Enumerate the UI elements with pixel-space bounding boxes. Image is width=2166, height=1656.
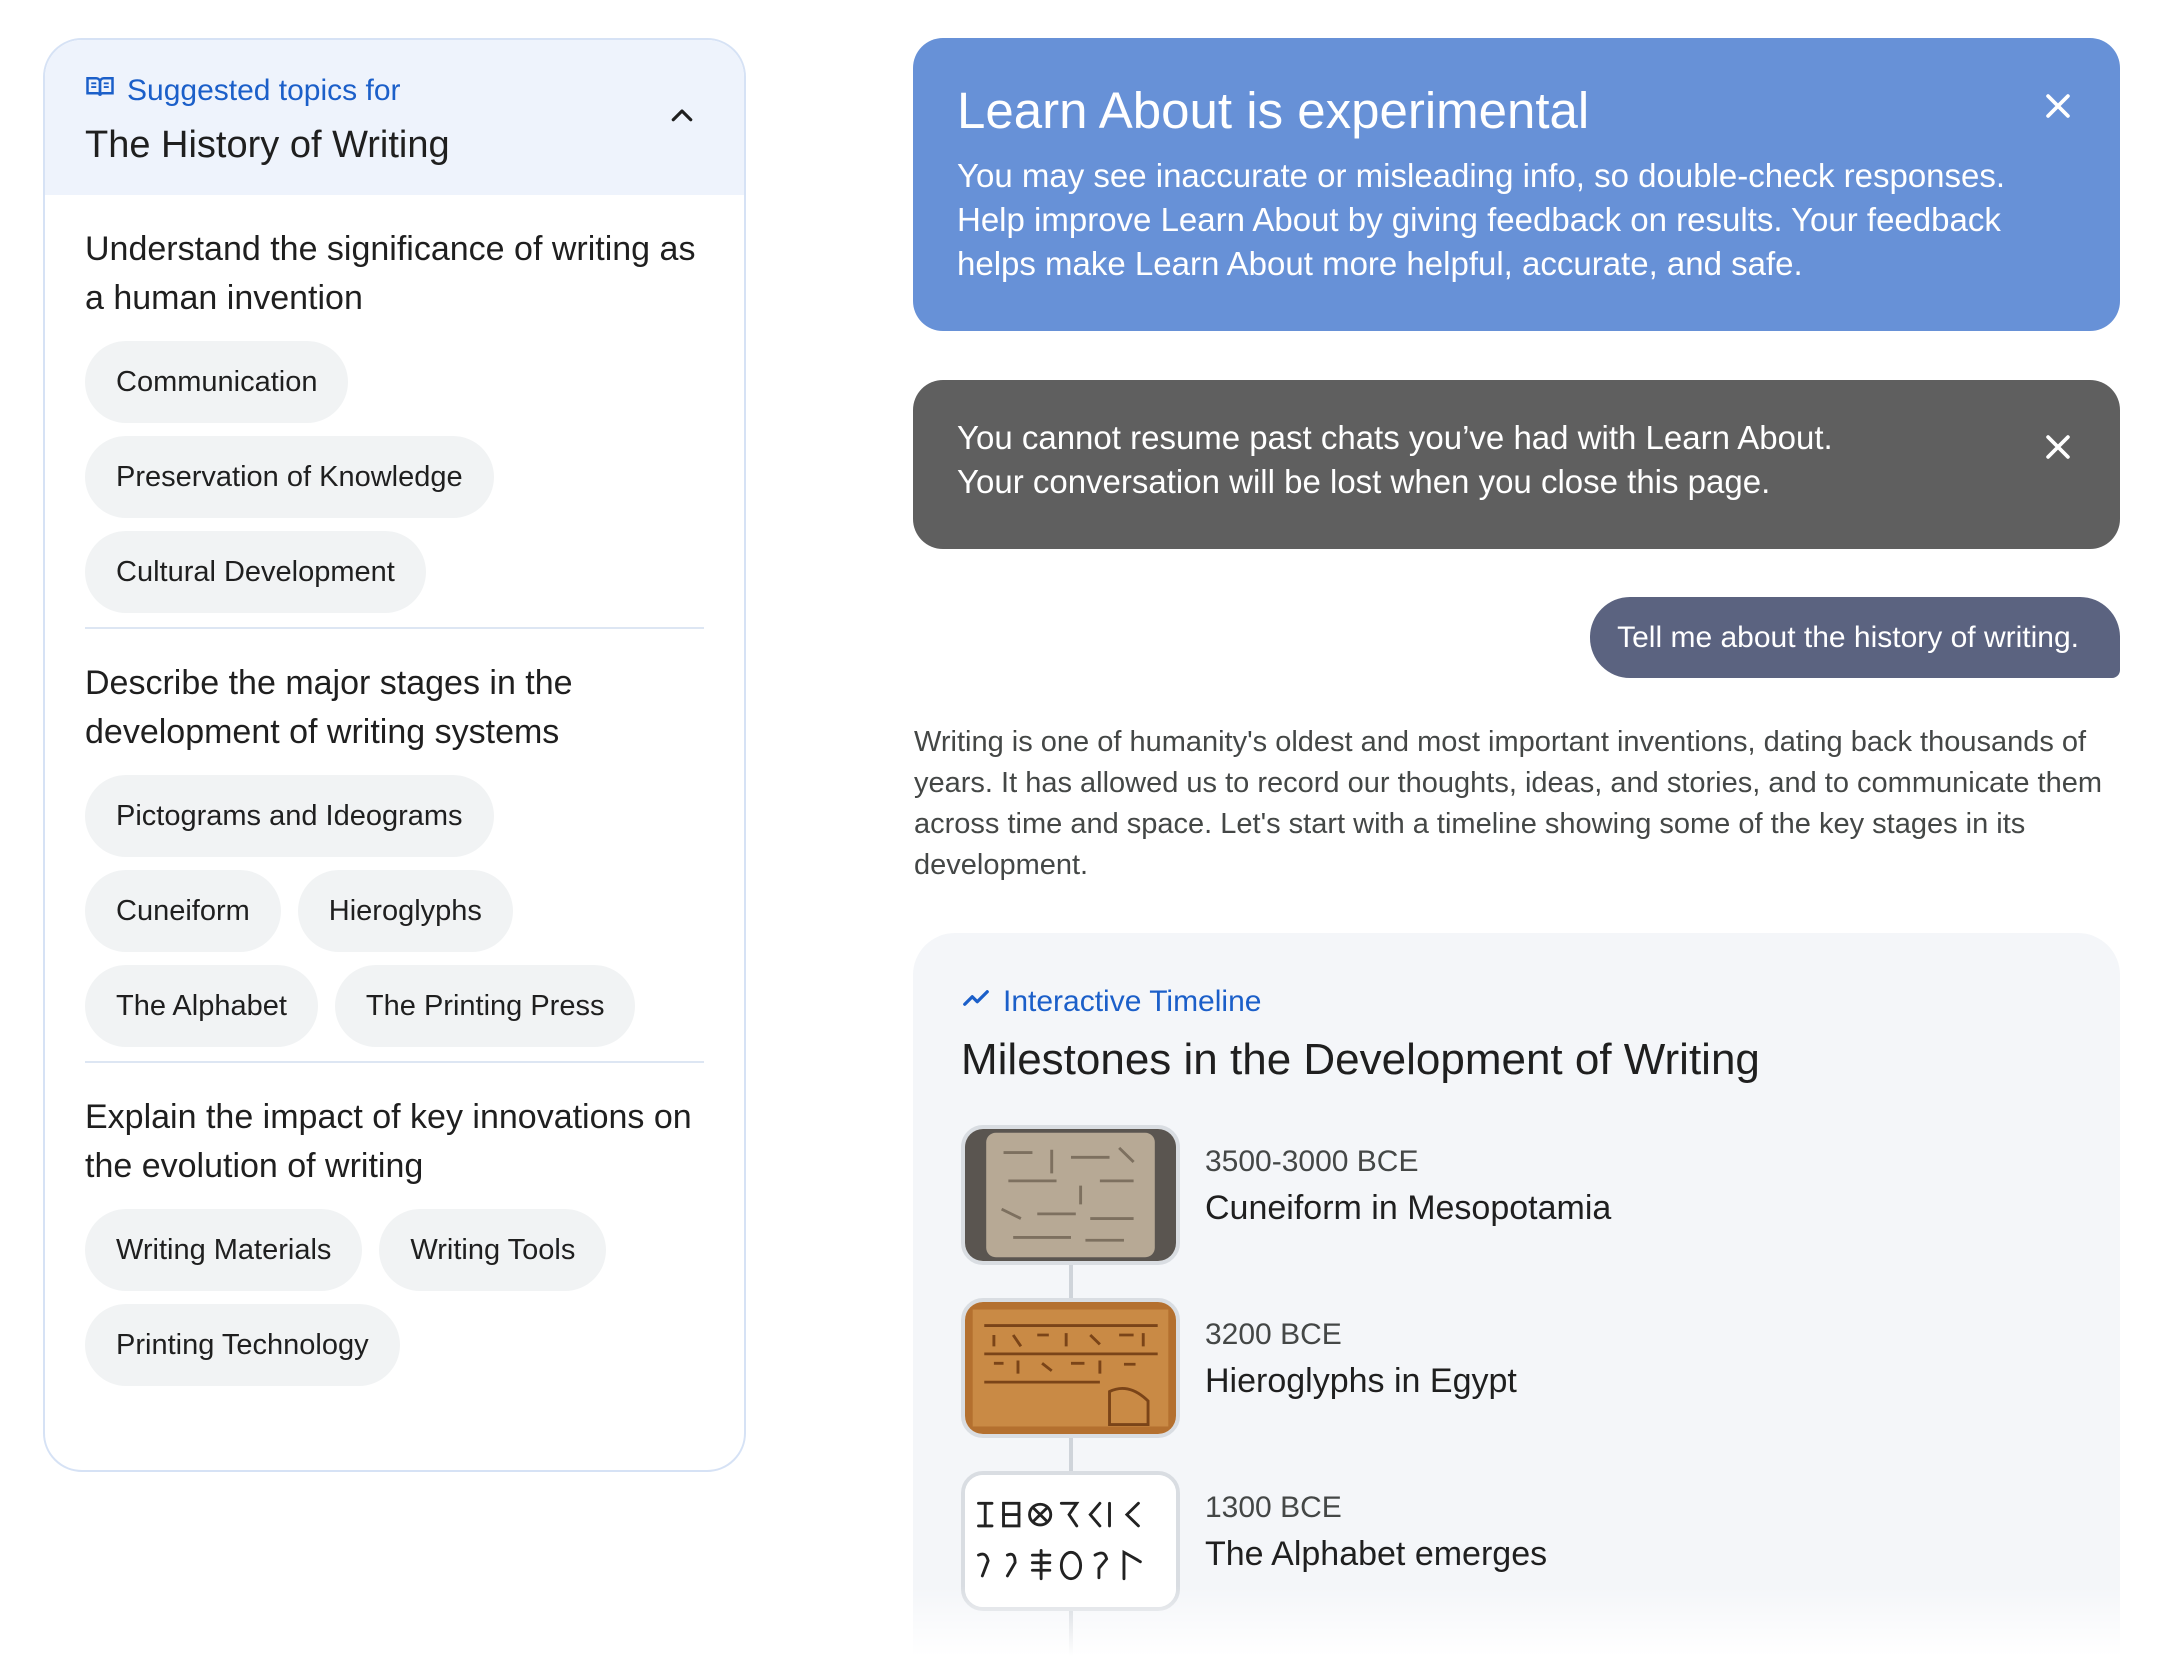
chip-group (85, 341, 704, 613)
cuneiform-tablet-thumbnail[interactable] (961, 1125, 1180, 1265)
topic-chip-writing-tools[interactable]: Writing Tools (379, 1209, 606, 1291)
topic-chip-pictograms-and-ideograms[interactable]: Pictograms and Ideograms (85, 775, 494, 857)
timeline-date: 3200 BCE (1205, 1318, 1342, 1351)
suggested-topics-panel (43, 38, 746, 1472)
suggested-topics-label: Suggested topics for (127, 74, 401, 107)
timeline-item[interactable] (961, 1125, 2072, 1298)
section-title: Understand the significance of writing as a human invention (85, 230, 696, 317)
close-icon (2041, 430, 2075, 469)
timeline-item[interactable] (961, 1298, 2072, 1471)
timeline-date: 3500-3000 BCE (1205, 1145, 1419, 1178)
chat-history-banner (913, 380, 2120, 549)
topic-section (85, 1061, 704, 1386)
book-icon (85, 72, 115, 110)
chip-group (85, 775, 704, 1047)
suggested-topics-header (45, 40, 744, 195)
topic-chip-the-alphabet[interactable]: The Alphabet (85, 965, 318, 1047)
timeline-eyebrow-label: Interactive Timeline (1003, 985, 1262, 1018)
topic-chip-printing-technology[interactable]: Printing Technology (85, 1304, 400, 1386)
timeline-event-name: The Alphabet emerges (1205, 1535, 1548, 1573)
section-title: Describe the major stages in the development of writing systems (85, 664, 573, 751)
topic-chip-writing-materials[interactable]: Writing Materials (85, 1209, 362, 1291)
interactive-timeline-card (913, 933, 2120, 1656)
close-icon (2041, 89, 2075, 128)
topic-chip-cultural-development[interactable]: Cultural Development (85, 531, 426, 613)
collapse-button[interactable] (660, 96, 704, 140)
user-message-bubble: Tell me about the history of writing. (1590, 597, 2120, 678)
topic-chip-hieroglyphs[interactable]: Hieroglyphs (298, 870, 513, 952)
close-experimental-banner-button[interactable] (2036, 86, 2080, 130)
topic-section (85, 195, 704, 613)
experimental-banner-title: Learn About is experimental (957, 82, 1590, 139)
topic-chip-preservation-of-knowledge[interactable]: Preservation of Knowledge (85, 436, 494, 518)
topic-chip-communication[interactable]: Communication (85, 341, 348, 423)
timeline-title: Milestones in the Development of Writing (961, 1035, 1760, 1084)
topic-title: The History of Writing (85, 124, 450, 166)
timeline-date: 1300 BCE (1205, 1491, 1342, 1524)
chat-history-banner-line1: You cannot resume past chats you’ve had with Learn About. (957, 419, 1833, 456)
chevron-up-icon (667, 101, 697, 136)
section-title: Explain the impact of key innovations on the evolution of writing (85, 1098, 692, 1185)
timeline-eyebrow (961, 983, 2072, 1021)
close-chat-history-banner-button[interactable] (2036, 427, 2080, 471)
chat-history-banner-line2: Your conversation will be lost when you close this page. (957, 463, 1771, 500)
suggested-topics-eyebrow (85, 72, 704, 110)
assistant-reply-text: Writing is one of humanity's oldest and most important inventions, dating back thousands of years. It has allowed us to record our thoughts, ideas, and stories, and to communicate them across time and space. Let's start with a timeline showing some of the key stages in its development. (914, 726, 2103, 881)
timeline-list (961, 1125, 2072, 1644)
alphabet-chart-thumbnail[interactable] (961, 1471, 1180, 1611)
timeline-event-name: Cuneiform in Mesopotamia (1205, 1189, 1612, 1227)
topic-section (85, 627, 704, 1047)
timeline-item[interactable] (961, 1471, 2072, 1644)
experimental-banner-text: You may see inaccurate or misleading info, so double-check responses. Help improve Learn About by giving feedback on results. Your feedback helps make Learn About more helpful, accurate, and safe. (957, 157, 2006, 282)
hieroglyphs-thumbnail[interactable] (961, 1298, 1180, 1438)
topic-chip-the-printing-press[interactable]: The Printing Press (335, 965, 636, 1047)
timeline-event-name: Hieroglyphs in Egypt (1205, 1362, 1517, 1400)
trend-icon (961, 983, 991, 1021)
experimental-banner (913, 38, 2120, 331)
topic-chip-cuneiform[interactable]: Cuneiform (85, 870, 281, 952)
chip-group (85, 1209, 704, 1386)
